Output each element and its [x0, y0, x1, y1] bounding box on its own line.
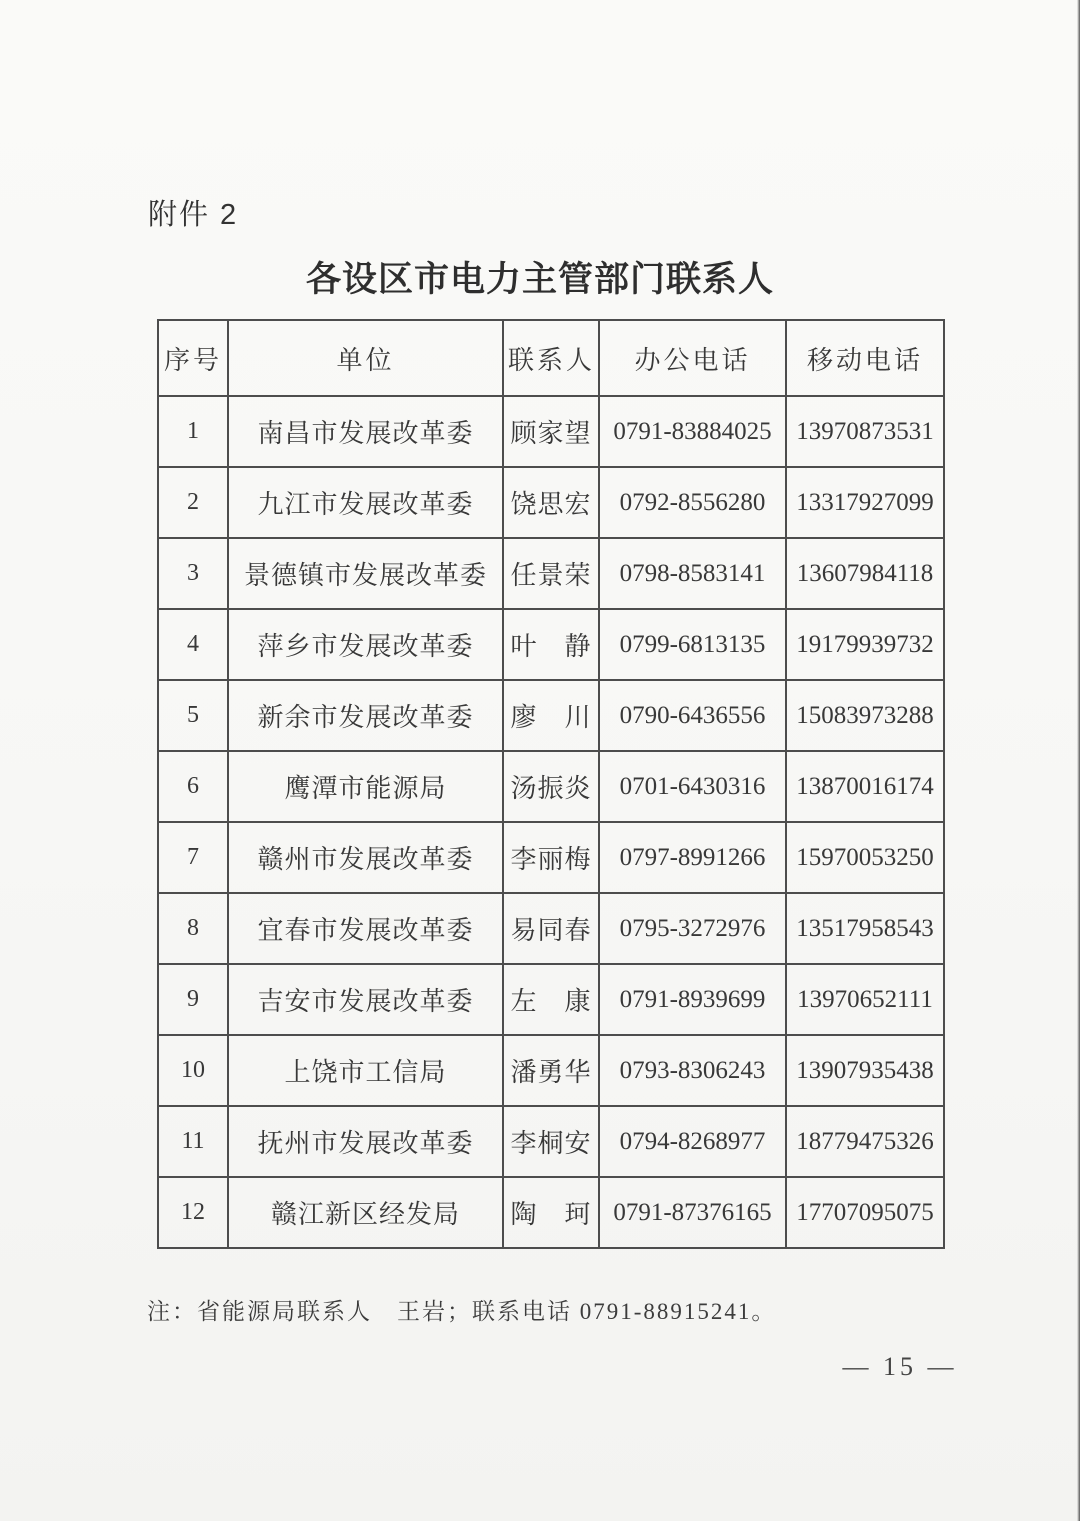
header-mobile-phone: 移动电话 [786, 320, 944, 396]
cell-no: 1 [158, 396, 228, 467]
cell-mobile-phone: 13970873531 [786, 396, 944, 467]
cell-unit: 吉安市发展改革委 [228, 964, 503, 1035]
cell-office-phone: 0791-87376165 [599, 1177, 786, 1248]
cell-office-phone: 0792-8556280 [599, 467, 786, 538]
cell-office-phone: 0794-8268977 [599, 1106, 786, 1177]
table-row [158, 467, 944, 538]
cell-office-phone: 0799-6813135 [599, 609, 786, 680]
header-office-phone: 办公电话 [599, 320, 786, 396]
cell-no: 6 [158, 751, 228, 822]
cell-office-phone: 0791-8939699 [599, 964, 786, 1035]
cell-unit: 南昌市发展改革委 [228, 396, 503, 467]
contacts-table-body [158, 396, 944, 1248]
cell-mobile-phone: 13970652111 [786, 964, 944, 1035]
table-row [158, 1035, 944, 1106]
table-row [158, 822, 944, 893]
cell-no: 8 [158, 893, 228, 964]
table-header-row [158, 320, 944, 396]
table-header [158, 320, 944, 396]
cell-no: 11 [158, 1106, 228, 1177]
cell-unit: 鹰潭市能源局 [228, 751, 503, 822]
cell-office-phone: 0797-8991266 [599, 822, 786, 893]
cell-contact: 顾家望 [503, 396, 599, 467]
cell-mobile-phone: 13517958543 [786, 893, 944, 964]
cell-unit: 赣州市发展改革委 [228, 822, 503, 893]
cell-office-phone: 0790-6436556 [599, 680, 786, 751]
cell-contact: 李桐安 [503, 1106, 599, 1177]
cell-office-phone: 0701-6430316 [599, 751, 786, 822]
cell-contact: 易同春 [503, 893, 599, 964]
cell-unit: 新余市发展改革委 [228, 680, 503, 751]
table-row [158, 964, 944, 1035]
table-row [158, 538, 944, 609]
cell-no: 5 [158, 680, 228, 751]
cell-mobile-phone: 18779475326 [786, 1106, 944, 1177]
contacts-table [157, 319, 945, 1249]
page-title: 各设区市电力主管部门联系人 [305, 260, 774, 299]
cell-contact: 汤振炎 [503, 751, 599, 822]
cell-no: 4 [158, 609, 228, 680]
cell-no: 10 [158, 1035, 228, 1106]
cell-contact: 陶 珂 [503, 1177, 599, 1248]
header-no: 序号 [158, 320, 228, 396]
cell-contact: 廖 川 [503, 680, 599, 751]
cell-mobile-phone: 19179939732 [786, 609, 944, 680]
table-row [158, 893, 944, 964]
cell-contact: 潘勇华 [503, 1035, 599, 1106]
cell-unit: 九江市发展改革委 [228, 467, 503, 538]
cell-contact: 左 康 [503, 964, 599, 1035]
cell-no: 7 [158, 822, 228, 893]
cell-mobile-phone: 13317927099 [786, 467, 944, 538]
cell-contact: 任景荣 [503, 538, 599, 609]
cell-unit: 宜春市发展改革委 [228, 893, 503, 964]
header-contact: 联系人 [503, 320, 599, 396]
cell-unit: 萍乡市发展改革委 [228, 609, 503, 680]
attachment-label: 附件 2 [148, 199, 239, 231]
cell-office-phone: 0793-8306243 [599, 1035, 786, 1106]
cell-mobile-phone: 17707095075 [786, 1177, 944, 1248]
cell-mobile-phone: 13607984118 [786, 538, 944, 609]
cell-contact: 叶 静 [503, 609, 599, 680]
cell-unit: 景德镇市发展改革委 [228, 538, 503, 609]
cell-no: 3 [158, 538, 228, 609]
cell-contact: 饶思宏 [503, 467, 599, 538]
table-row [158, 1106, 944, 1177]
cell-mobile-phone: 15083973288 [786, 680, 944, 751]
table-row [158, 396, 944, 467]
header-unit: 单位 [228, 320, 503, 396]
table-row [158, 680, 944, 751]
cell-no: 12 [158, 1177, 228, 1248]
cell-mobile-phone: 13870016174 [786, 751, 944, 822]
cell-unit: 上饶市工信局 [228, 1035, 503, 1106]
cell-contact: 李丽梅 [503, 822, 599, 893]
cell-office-phone: 0791-83884025 [599, 396, 786, 467]
cell-no: 2 [158, 467, 228, 538]
cell-office-phone: 0795-3272976 [599, 893, 786, 964]
page-number: — 15 — [842, 1352, 958, 1381]
cell-no: 9 [158, 964, 228, 1035]
table-row [158, 751, 944, 822]
table-row [158, 609, 944, 680]
footnote: 注：省能源局联系人 王岩；联系电话 0791-88915241。 [147, 1299, 777, 1324]
cell-office-phone: 0798-8583141 [599, 538, 786, 609]
cell-mobile-phone: 15970053250 [786, 822, 944, 893]
table-row [158, 1177, 944, 1248]
cell-unit: 抚州市发展改革委 [228, 1106, 503, 1177]
cell-unit: 赣江新区经发局 [228, 1177, 503, 1248]
cell-mobile-phone: 13907935438 [786, 1035, 944, 1106]
